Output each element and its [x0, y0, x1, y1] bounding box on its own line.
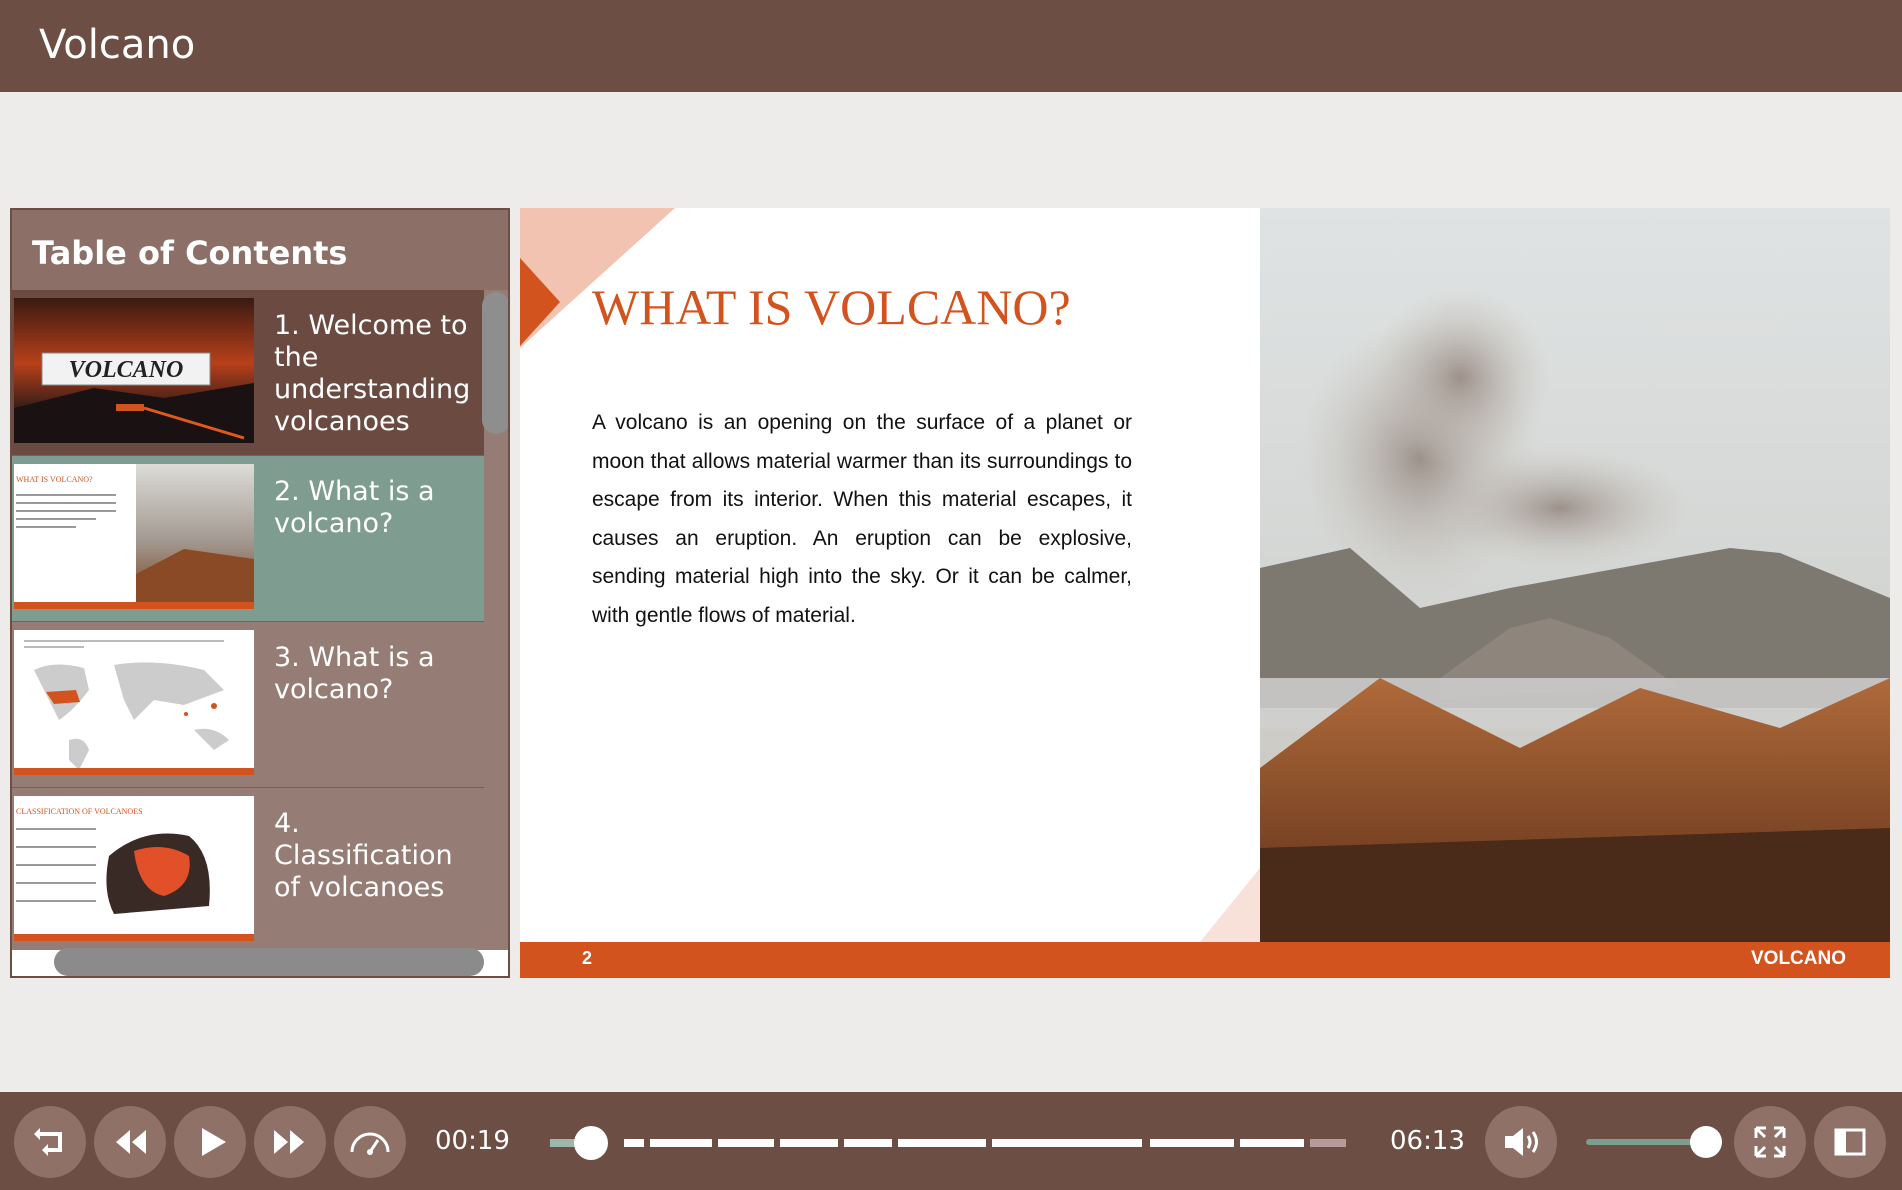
- playback-speed-button[interactable]: [334, 1106, 406, 1178]
- toc-item-label: 4. Classification of volcanoes: [274, 808, 453, 903]
- toc-thumbnail-1: [14, 298, 254, 443]
- fast-forward-icon: [254, 1106, 326, 1178]
- progress-segment: [650, 1139, 712, 1147]
- progress-segment: [898, 1139, 986, 1147]
- svg-text:CLASSIFICATION OF VOLCANOES: CLASSIFICATION OF VOLCANOES: [16, 807, 143, 816]
- progress-segment: [992, 1139, 1142, 1147]
- play-button[interactable]: [174, 1106, 246, 1178]
- volume-icon: [1485, 1106, 1557, 1178]
- sidebar-toggle-icon: [1814, 1106, 1886, 1178]
- volcano-photo: [1260, 208, 1890, 942]
- total-time: 06:13: [1390, 1126, 1465, 1156]
- svg-text:VOLCANO: VOLCANO: [68, 357, 184, 383]
- toc-thumbnail-4: [14, 796, 254, 941]
- fullscreen-icon: [1734, 1106, 1806, 1178]
- toc-item-3[interactable]: [12, 622, 484, 788]
- toc-item-label: 1. Welcome to the understanding volcanoes: [274, 310, 471, 437]
- toc-item-1[interactable]: [12, 290, 484, 456]
- toc-item-2[interactable]: [12, 456, 484, 622]
- progress-segment: [1240, 1139, 1304, 1147]
- play-icon: [174, 1106, 246, 1178]
- table-of-contents: [10, 208, 510, 978]
- progress-segment: [624, 1139, 644, 1147]
- progress-segment: [718, 1139, 774, 1147]
- toc-horizontal-scrollbar[interactable]: [54, 948, 484, 976]
- slide: [520, 208, 1890, 978]
- sidebar-toggle-button[interactable]: [1814, 1106, 1886, 1178]
- volume-slider-track[interactable]: [1586, 1139, 1706, 1145]
- slide-heading: WHAT IS VOLCANO?: [592, 279, 1071, 335]
- progress-segment: [844, 1139, 892, 1147]
- current-time: 00:19: [435, 1126, 510, 1156]
- replay-icon: [14, 1106, 86, 1178]
- slide-body-text: A volcano is an opening on the surface of a planet or moon that allows material warmer than its surroundings to escape from its interior. When this material escapes, it causes an eruption. An eruption can be explosive, sending material high into the sky. Or it can be calmer, with gentle flows of material.: [592, 411, 1132, 627]
- player-controls: [0, 1092, 1902, 1190]
- volume-button[interactable]: [1485, 1106, 1557, 1178]
- progress-segment: [1150, 1139, 1234, 1147]
- toc-item-label: 2. What is a volcano?: [274, 476, 435, 539]
- volume-slider-knob[interactable]: [1690, 1126, 1722, 1158]
- slide-page-number: 2: [582, 948, 593, 968]
- top-bar: [0, 0, 1902, 92]
- fullscreen-button[interactable]: [1734, 1106, 1806, 1178]
- rewind-button[interactable]: [94, 1106, 166, 1178]
- toc-vertical-scrollbar[interactable]: [482, 292, 510, 434]
- replay-button[interactable]: [14, 1106, 86, 1178]
- progress-segment: [780, 1139, 838, 1147]
- toc-thumbnail-2: [14, 464, 254, 609]
- fast-forward-button[interactable]: [254, 1106, 326, 1178]
- toc-header: [12, 210, 508, 290]
- progress-knob[interactable]: [574, 1126, 608, 1160]
- app-title: Volcano: [39, 22, 196, 68]
- toc-item-label: 3. What is a volcano?: [274, 642, 435, 705]
- playback-speed-icon: [334, 1106, 406, 1178]
- svg-text:WHAT IS VOLCANO?: WHAT IS VOLCANO?: [16, 475, 93, 484]
- progress-track[interactable]: [550, 1139, 1346, 1147]
- slide-footer: [520, 942, 1890, 978]
- toc-list: [12, 290, 484, 950]
- rewind-icon: [94, 1106, 166, 1178]
- toc-title: Table of Contents: [32, 234, 348, 272]
- slide-brand: VOLCANO: [1751, 948, 1846, 969]
- toc-item-4[interactable]: [12, 788, 484, 950]
- progress-segment: [1310, 1139, 1346, 1147]
- toc-thumbnail-3: [14, 630, 254, 775]
